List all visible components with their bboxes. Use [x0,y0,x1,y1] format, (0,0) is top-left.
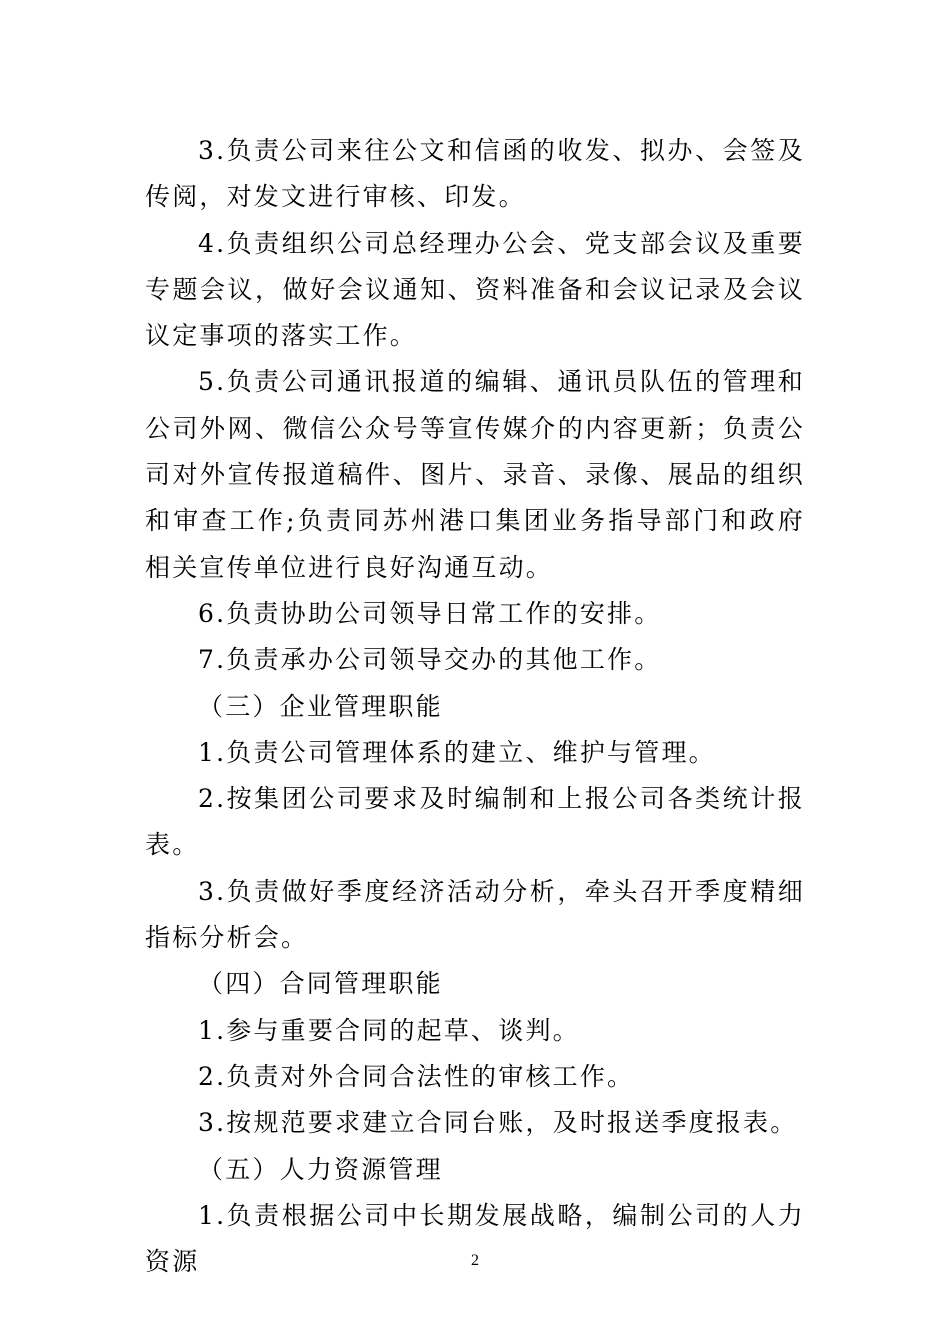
paragraph-item-3-documents: 3.负责公司来往公文和信函的收发、拟办、会签及传阅，对发文进行审核、印发。 [145,136,805,212]
paragraph-item-6-assist: 6.负责协助公司领导日常工作的安排。 [198,598,662,628]
section-heading-human-resources: （五）人力资源管理 [198,1154,443,1184]
section-heading-contract-management: （四）合同管理职能 [198,969,443,999]
paragraph-item-1-hr-planning: 1.负责根据公司中长期发展战略，编制公司的人力资源 [145,1200,805,1277]
paragraph-item-4-meetings: 4.负责组织公司总经理办公会、党支部会议及重要专题会议，做好会议通知、资料准备和会议记录及会议议定事项的落实工作。 [145,228,805,351]
document-body [145,128,805,1285]
section-heading-enterprise-management: （三）企业管理职能 [198,691,443,721]
page-number: 2 [471,1252,479,1269]
paragraph-item-3-ledger: 3.按规范要求建立合同台账，及时报送季度报表。 [198,1108,798,1138]
paragraph-item-2-legality: 2.负责对外合同合法性的审核工作。 [198,1061,635,1091]
paragraph-item-5-publicity: 5.负责公司通讯报道的编辑、通讯员队伍的管理和公司外网、微信公众号等宣传媒介的内容更新；负责公司对外宣传报道稿件、图片、录音、录像、展品的组织和审查工作;负责同苏州港口集团业务指导部门和政府相关宣传单位进行良好沟通互动。 [145,367,805,582]
paragraph-item-7-other: 7.负责承办公司领导交办的其他工作。 [198,645,662,675]
paragraph-item-1-drafting: 1.参与重要合同的起草、谈判。 [198,1015,580,1045]
paragraph-item-3-analysis: 3.负责做好季度经济活动分析，牵头召开季度精细指标分析会。 [145,876,805,953]
paragraph-item-2-statistics: 2.按集团公司要求及时编制和上报公司各类统计报表。 [145,784,805,860]
paragraph-item-1-management-system: 1.负责公司管理体系的建立、维护与管理。 [198,737,716,767]
